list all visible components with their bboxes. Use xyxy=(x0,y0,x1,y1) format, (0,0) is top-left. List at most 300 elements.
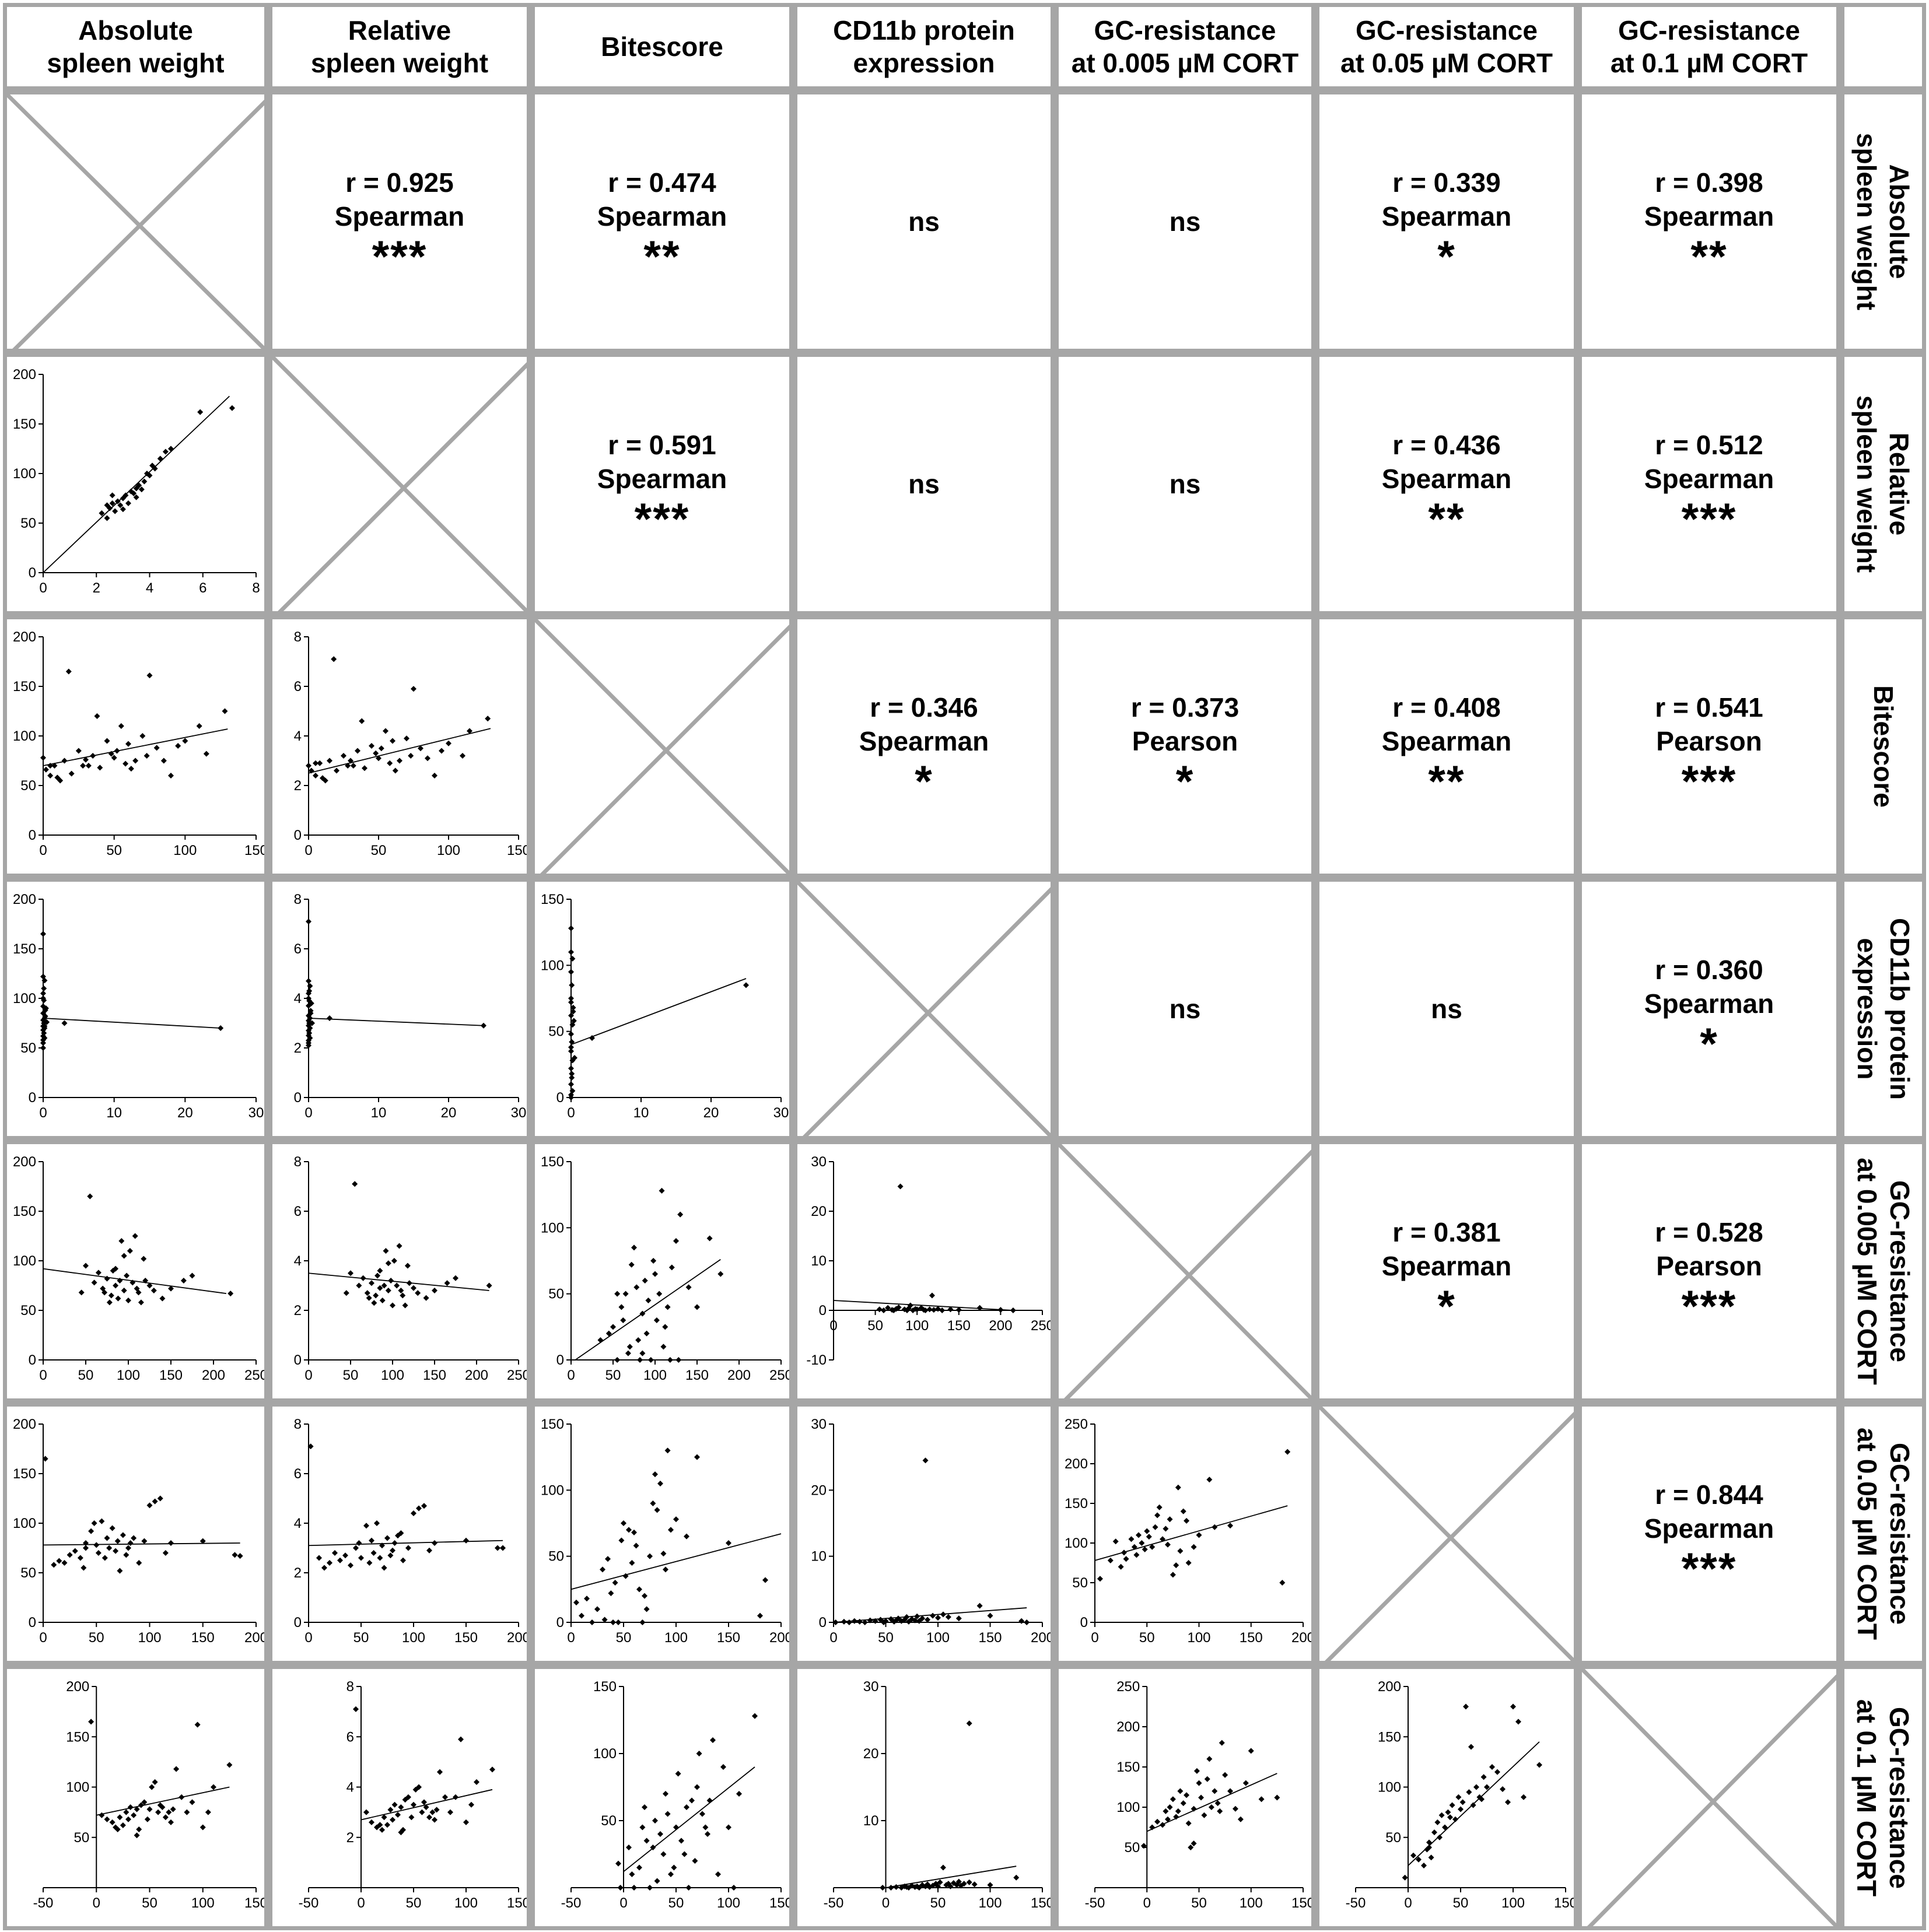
data-point xyxy=(636,1586,642,1592)
data-point xyxy=(374,1273,380,1279)
data-point xyxy=(383,728,388,734)
scatter-plot-cell xyxy=(268,1140,531,1402)
x-tick-label: 0 xyxy=(39,580,47,596)
row-header-text xyxy=(1851,395,1916,573)
diagonal-cell xyxy=(268,353,531,615)
data-point xyxy=(1128,1536,1134,1542)
regression-line xyxy=(43,396,229,573)
y-tick-label: 150 xyxy=(12,941,36,957)
data-point xyxy=(686,1284,692,1290)
x-tick-label: 200 xyxy=(727,1368,751,1383)
x-tick-label: 50 xyxy=(615,1630,632,1646)
scatter-plot-cell xyxy=(268,878,531,1140)
y-tick-label: 200 xyxy=(12,629,36,645)
x-tick-label: 50 xyxy=(78,1368,94,1383)
data-point xyxy=(621,1520,626,1526)
data-point xyxy=(453,1275,458,1281)
data-point xyxy=(988,1613,993,1619)
data-point xyxy=(654,1878,660,1884)
data-point xyxy=(677,1212,683,1218)
data-point xyxy=(877,1306,883,1312)
cross-line xyxy=(1582,1669,1840,1930)
row-header-gc-resistance-at-0-1-um-cort xyxy=(1840,1665,1926,1930)
y-tick-label: 50 xyxy=(1072,1575,1088,1591)
scatter-plot xyxy=(272,619,531,878)
data-point xyxy=(852,1618,857,1624)
r-value: r = 0.591 xyxy=(608,430,716,460)
data-point xyxy=(657,1831,663,1837)
x-tick-label: 100 xyxy=(436,843,461,858)
x-tick-label: 0 xyxy=(619,1895,628,1911)
x-tick-label: 50 xyxy=(867,1318,883,1334)
row-header-text xyxy=(1851,918,1916,1100)
data-point xyxy=(623,1291,629,1297)
data-point xyxy=(1170,1796,1176,1802)
column-header-bitescore xyxy=(531,3,793,90)
data-point xyxy=(80,1565,86,1571)
scatter-plot-cell xyxy=(3,1402,268,1665)
x-tick-label: 100 xyxy=(978,1895,1002,1911)
scatter-plot-cell xyxy=(1055,1402,1315,1665)
data-point xyxy=(117,1814,122,1820)
significance-stars: ** xyxy=(1690,232,1728,282)
data-point xyxy=(1481,1774,1487,1780)
data-point xyxy=(136,1826,142,1832)
correlation-stat-cell xyxy=(1578,615,1840,878)
data-point xyxy=(923,1457,929,1463)
column-header-line: at 0.005 µM CORT xyxy=(1071,48,1299,78)
data-point xyxy=(1233,1806,1238,1812)
data-point xyxy=(327,1015,332,1021)
data-point xyxy=(629,1262,635,1268)
data-point xyxy=(642,1593,647,1599)
data-point xyxy=(72,1548,78,1554)
not-significant-label: ns xyxy=(1169,206,1201,237)
data-point xyxy=(1196,1532,1202,1538)
column-header-line: Bitescore xyxy=(601,31,723,62)
data-point xyxy=(468,1802,474,1808)
data-point xyxy=(1431,1829,1437,1835)
significance-stars: ** xyxy=(1428,757,1465,807)
data-point xyxy=(117,1568,122,1574)
data-point xyxy=(102,1555,108,1561)
x-tick-label: 150 xyxy=(1553,1895,1578,1911)
data-point xyxy=(608,1590,614,1596)
data-point xyxy=(369,1819,374,1825)
data-point xyxy=(181,1278,187,1284)
y-tick-label: 200 xyxy=(12,1416,36,1432)
data-point xyxy=(618,1537,624,1543)
correlation-stat-cell xyxy=(1578,1140,1840,1402)
data-point xyxy=(1458,1806,1464,1812)
scatter-plot xyxy=(272,1407,531,1665)
data-point xyxy=(1439,1812,1445,1818)
y-tick-label: 200 xyxy=(12,892,36,907)
y-tick-label: 20 xyxy=(811,1482,827,1499)
correlation-method: Spearman xyxy=(1381,1251,1512,1281)
data-point xyxy=(432,1817,437,1823)
data-point xyxy=(121,1288,127,1293)
data-point xyxy=(128,766,134,772)
data-point xyxy=(76,748,82,754)
y-tick-label: 20 xyxy=(811,1204,827,1219)
y-tick-label: 0 xyxy=(293,828,302,843)
data-point xyxy=(929,1293,935,1299)
y-tick-label: 30 xyxy=(863,1679,879,1695)
x-tick-label: 150 xyxy=(244,1895,268,1911)
data-point xyxy=(627,1344,633,1349)
data-point xyxy=(124,1273,129,1279)
y-tick-label: 0 xyxy=(28,565,36,581)
data-point xyxy=(668,1527,674,1533)
data-point xyxy=(147,672,153,678)
y-tick-label: 50 xyxy=(548,1548,564,1565)
column-header-cd11b-protein-expression xyxy=(793,3,1055,90)
data-point xyxy=(669,1264,675,1270)
data-point xyxy=(662,1324,668,1330)
data-point xyxy=(1536,1762,1542,1768)
data-point xyxy=(381,1565,387,1571)
x-tick-label: 100 xyxy=(1187,1630,1211,1646)
y-tick-label: 200 xyxy=(1064,1456,1088,1472)
x-tick-label: -50 xyxy=(1084,1895,1105,1911)
scatter-plot-cell xyxy=(3,878,268,1140)
y-tick-label: 4 xyxy=(293,728,302,744)
data-point xyxy=(644,1331,650,1337)
data-point xyxy=(161,758,167,764)
data-point xyxy=(47,773,53,779)
data-point xyxy=(657,1481,663,1486)
data-point xyxy=(705,1831,710,1837)
data-point xyxy=(363,1523,369,1528)
x-tick-label: 150 xyxy=(947,1318,971,1334)
scatter-plot xyxy=(1319,1669,1578,1930)
data-point xyxy=(656,1291,662,1297)
y-tick-label: 100 xyxy=(540,958,564,974)
data-point xyxy=(363,1810,369,1815)
x-tick-label: 150 xyxy=(422,1368,447,1383)
y-tick-label: -10 xyxy=(806,1352,827,1368)
scatter-plot xyxy=(535,882,793,1140)
x-tick-label: 0 xyxy=(567,1630,575,1646)
x-tick-label: 100 xyxy=(664,1630,688,1646)
x-tick-label: 150 xyxy=(978,1630,1002,1646)
correlation-method: Pearson xyxy=(1132,726,1238,756)
cross-line xyxy=(797,882,1055,1140)
data-point xyxy=(1209,1804,1214,1810)
data-point xyxy=(605,1556,611,1562)
row-header-line: GC-resistance xyxy=(1884,1180,1915,1362)
y-tick-label: 100 xyxy=(12,466,36,482)
regression-line xyxy=(571,1534,781,1589)
data-point xyxy=(96,1270,101,1275)
x-tick-label: 50 xyxy=(142,1895,157,1911)
data-point xyxy=(387,1552,393,1558)
diagonal-cell xyxy=(793,878,1055,1140)
data-point xyxy=(1205,1776,1210,1782)
data-point xyxy=(56,1558,62,1564)
data-point xyxy=(615,1861,621,1867)
data-point xyxy=(967,1720,972,1726)
data-point xyxy=(946,1614,951,1620)
data-point xyxy=(684,1804,689,1810)
y-tick-label: 150 xyxy=(1377,1729,1401,1745)
data-point xyxy=(1184,1518,1189,1524)
data-point xyxy=(495,1545,500,1551)
data-point xyxy=(694,1784,700,1790)
data-point xyxy=(615,1619,621,1625)
data-point xyxy=(898,1184,904,1190)
data-point xyxy=(639,1619,645,1625)
data-point xyxy=(1206,1477,1212,1482)
regression-line xyxy=(1147,1773,1277,1831)
correlation-stat-cell xyxy=(1315,615,1578,878)
data-point xyxy=(629,1871,635,1877)
scatter-plot xyxy=(272,882,531,1140)
data-point xyxy=(104,738,110,744)
x-tick-label: 200 xyxy=(506,1630,531,1646)
data-point xyxy=(633,1284,639,1290)
data-point xyxy=(635,1337,641,1343)
data-point xyxy=(341,753,346,759)
data-point xyxy=(222,709,227,714)
correlation-stat-cell xyxy=(531,353,793,615)
data-point xyxy=(1144,1528,1150,1534)
data-point xyxy=(1181,1800,1186,1806)
y-tick-label: 4 xyxy=(346,1779,354,1796)
x-tick-label: 20 xyxy=(703,1105,719,1121)
data-point xyxy=(229,405,235,411)
data-point xyxy=(1154,1819,1160,1825)
data-point xyxy=(411,686,416,692)
x-tick-label: 10 xyxy=(633,1105,649,1121)
column-header-line: GC-resistance xyxy=(1618,15,1800,45)
data-point xyxy=(673,1516,679,1522)
diagonal-cell xyxy=(1578,1665,1840,1930)
diagonal-cross xyxy=(535,619,793,878)
column-header-relative-spleen-weight xyxy=(268,3,531,90)
data-point xyxy=(426,1814,432,1820)
r-value: r = 0.360 xyxy=(1655,955,1763,985)
x-tick-label: 50 xyxy=(930,1895,946,1911)
column-header-line: spleen weight xyxy=(310,48,489,78)
data-point xyxy=(123,1810,129,1815)
x-tick-label: 50 xyxy=(106,843,122,858)
x-tick-label: 100 xyxy=(716,1895,741,1911)
correlation-method: Spearman xyxy=(1644,1513,1774,1544)
data-point xyxy=(1163,1808,1168,1814)
y-tick-label: 50 xyxy=(601,1813,617,1829)
row-header-line: GC-resistance xyxy=(1884,1706,1915,1889)
data-point xyxy=(1434,1819,1440,1825)
data-point xyxy=(421,1503,427,1509)
data-point xyxy=(131,1535,136,1541)
correlation-stat-cell xyxy=(1315,878,1578,1140)
data-point xyxy=(122,761,128,767)
r-value: r = 0.541 xyxy=(1655,692,1763,723)
y-tick-label: 8 xyxy=(293,1416,302,1432)
y-tick-label: 2 xyxy=(293,1303,302,1319)
column-header-text xyxy=(1072,14,1299,79)
data-point xyxy=(125,741,131,747)
data-point xyxy=(369,1280,374,1286)
data-point xyxy=(313,760,318,766)
y-tick-label: 100 xyxy=(12,728,36,744)
data-point xyxy=(423,1295,429,1301)
data-point xyxy=(86,763,92,769)
data-point xyxy=(600,1566,605,1572)
x-tick-label: 150 xyxy=(191,1630,215,1646)
scatter-plot xyxy=(535,1144,793,1402)
scatter-plot-cell xyxy=(531,1665,793,1930)
data-point xyxy=(134,1832,140,1838)
x-tick-label: 4 xyxy=(145,580,154,596)
data-point xyxy=(125,1298,131,1303)
data-point xyxy=(650,1500,656,1506)
diagonal-cross xyxy=(1582,1669,1840,1930)
y-tick-label: 150 xyxy=(540,1416,564,1432)
data-point xyxy=(1170,1572,1176,1577)
x-tick-label: 0 xyxy=(1091,1630,1099,1646)
data-point xyxy=(388,1278,394,1284)
data-point xyxy=(195,1722,201,1728)
r-value: r = 0.373 xyxy=(1130,692,1240,723)
data-point xyxy=(1494,1769,1500,1775)
data-point xyxy=(400,1558,406,1563)
data-point xyxy=(170,1806,176,1812)
data-point xyxy=(1118,1564,1124,1570)
data-point xyxy=(485,716,491,721)
data-point xyxy=(405,1263,411,1269)
y-tick-label: 0 xyxy=(28,1090,36,1106)
data-point xyxy=(432,1288,437,1293)
data-point xyxy=(614,1357,620,1363)
y-tick-label: 150 xyxy=(12,416,36,432)
data-point xyxy=(97,765,103,770)
data-point xyxy=(88,1528,94,1534)
data-point xyxy=(402,1303,408,1309)
y-tick-label: 2 xyxy=(293,1040,302,1056)
data-point xyxy=(173,1766,179,1772)
x-tick-label: 0 xyxy=(1404,1895,1412,1911)
data-point xyxy=(1238,1817,1244,1822)
data-point xyxy=(931,1307,937,1313)
row-header-line: at 0.1 µM CORT xyxy=(1851,1699,1882,1896)
x-tick-label: 100 xyxy=(905,1318,929,1334)
row-header-bitescore xyxy=(1840,615,1926,878)
data-point xyxy=(306,763,311,769)
scatter-plot xyxy=(535,1669,793,1930)
data-point xyxy=(1222,1772,1228,1778)
data-point xyxy=(356,1283,362,1289)
data-point xyxy=(411,1285,416,1291)
data-point xyxy=(1410,1853,1416,1859)
diagonal-cell xyxy=(3,90,268,353)
data-point xyxy=(1437,1835,1443,1840)
row-header-line: at 0.05 µM CORT xyxy=(1851,1428,1882,1640)
y-tick-label: 10 xyxy=(811,1548,827,1565)
data-point xyxy=(92,1279,97,1285)
data-point xyxy=(112,509,118,514)
data-point xyxy=(442,1794,448,1800)
data-point xyxy=(631,1530,637,1535)
data-point xyxy=(663,1566,668,1572)
column-header-text xyxy=(833,14,1015,79)
x-tick-label: 50 xyxy=(1191,1895,1207,1911)
scatter-plot xyxy=(7,357,268,615)
data-point xyxy=(178,1794,184,1800)
x-tick-label: 200 xyxy=(1291,1630,1315,1646)
correlation-stat-cell xyxy=(1315,1140,1578,1402)
x-tick-label: 10 xyxy=(370,1105,387,1121)
data-point xyxy=(369,743,374,749)
data-point xyxy=(569,1071,575,1077)
data-point xyxy=(197,723,202,729)
x-tick-label: 150 xyxy=(769,1895,793,1911)
data-point xyxy=(568,1081,574,1087)
data-point xyxy=(1157,1505,1163,1510)
scatter-plot xyxy=(1059,1407,1315,1665)
x-tick-label: 50 xyxy=(605,1368,621,1383)
data-point xyxy=(1284,1449,1290,1455)
correlation-stat-cell xyxy=(1055,878,1315,1140)
x-tick-label: 200 xyxy=(769,1630,793,1646)
y-tick-label: 2 xyxy=(346,1829,354,1846)
y-tick-label: 0 xyxy=(556,1615,564,1631)
data-point xyxy=(888,1885,894,1891)
y-tick-label: 100 xyxy=(1377,1779,1401,1796)
data-point xyxy=(94,713,100,719)
y-tick-label: 0 xyxy=(556,1090,564,1106)
correlation-method: Spearman xyxy=(859,726,989,756)
data-point xyxy=(639,1351,645,1356)
y-tick-label: 200 xyxy=(12,1154,36,1170)
r-value: r = 0.436 xyxy=(1392,430,1501,460)
x-tick-label: 100 xyxy=(401,1630,426,1646)
y-tick-label: 100 xyxy=(540,1220,564,1236)
data-point xyxy=(351,763,356,769)
data-point xyxy=(444,1280,450,1286)
significance-stars: ** xyxy=(1428,495,1465,544)
data-point xyxy=(337,1558,343,1563)
x-tick-label: 0 xyxy=(304,843,313,858)
data-point xyxy=(568,949,574,955)
cross-line xyxy=(7,94,268,353)
data-point xyxy=(110,1819,115,1825)
data-point xyxy=(1186,1560,1192,1566)
correlation-stat-cell xyxy=(531,90,793,353)
data-point xyxy=(675,1357,681,1363)
data-point xyxy=(1113,1538,1119,1544)
diagonal-cell xyxy=(531,615,793,878)
data-point xyxy=(331,656,337,662)
x-tick-label: 200 xyxy=(1030,1630,1055,1646)
data-point xyxy=(707,1798,713,1804)
data-point xyxy=(369,1538,374,1544)
data-point xyxy=(857,1619,863,1625)
scatter-plot xyxy=(797,1669,1055,1930)
data-point xyxy=(125,1545,131,1551)
row-header-text xyxy=(1867,685,1900,808)
data-point xyxy=(306,978,311,984)
data-point xyxy=(154,745,160,751)
data-point xyxy=(419,1810,425,1815)
data-point xyxy=(1154,1512,1160,1518)
scatter-plot xyxy=(535,1407,793,1665)
data-point xyxy=(925,1617,930,1622)
correlation-stat-cell xyxy=(268,90,531,353)
data-point xyxy=(321,1565,327,1571)
